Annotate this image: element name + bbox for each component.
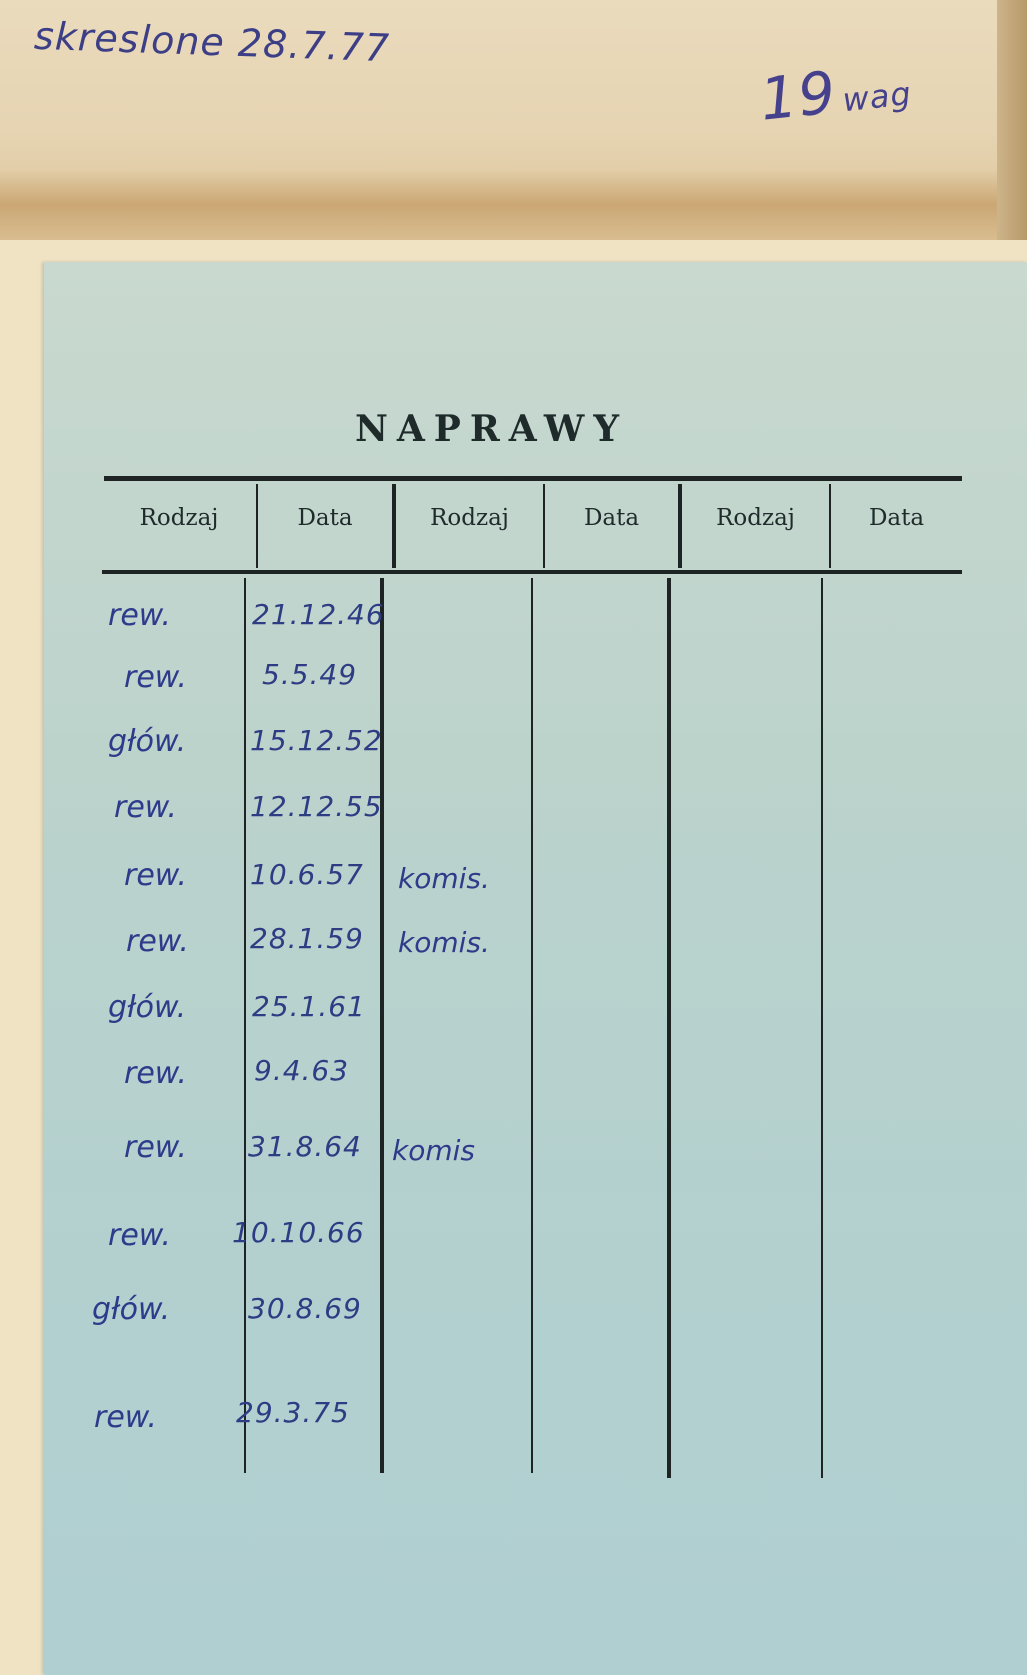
stain-band	[0, 170, 1027, 240]
col-header-rodzaj-1: Rodzaj	[139, 505, 219, 531]
entry-rodzaj: rew.	[126, 924, 189, 959]
entry-rodzaj: rew.	[108, 1218, 171, 1253]
col-header-data-1: Data	[297, 505, 353, 531]
body-sep-5	[821, 578, 823, 1478]
entry-data: 5.5.49	[262, 658, 358, 691]
repair-card	[44, 262, 1027, 1675]
header-top-rule	[104, 476, 962, 481]
col-header-data-2: Data	[583, 505, 640, 531]
entry-rodzaj: głów.	[108, 990, 187, 1025]
handwritten-note-scrapped: skreslone 28.7.77	[33, 13, 391, 71]
envelope-edge	[997, 0, 1027, 240]
entry-data: 21.12.46	[252, 598, 385, 631]
handwritten-number: 19	[756, 58, 840, 134]
entry-rodzaj: rew.	[114, 790, 177, 825]
entry-data: 29.3.75	[236, 1396, 350, 1429]
body-sep-1	[244, 578, 246, 1473]
header-bottom-rule	[102, 570, 962, 574]
entry-rodzaj: głów.	[92, 1292, 171, 1327]
body-sep-3	[531, 578, 533, 1473]
entry-data: 12.12.55	[250, 790, 383, 823]
entry-data: 28.1.59	[250, 922, 364, 955]
col-header-data-3: Data	[868, 505, 925, 531]
entry-data: 10.10.66	[232, 1216, 365, 1249]
entry-rodzaj: rew.	[108, 598, 171, 633]
entry-data: 25.1.61	[252, 990, 366, 1023]
entry-data: 9.4.63	[254, 1054, 350, 1087]
body-sep-2	[380, 578, 384, 1473]
entry-rodzaj: rew.	[124, 1130, 187, 1165]
entry-rodzaj: rew.	[94, 1400, 157, 1435]
entry-rodzaj: rew.	[124, 660, 187, 695]
entry-data: 31.8.64	[248, 1130, 362, 1163]
entry-rodzaj: głów.	[108, 724, 187, 759]
entry-rodzaj: rew.	[124, 858, 187, 893]
entry-data: 30.8.69	[248, 1292, 362, 1325]
col-header-rodzaj-3: Rodzaj	[716, 505, 795, 531]
entry-rodzaj-2: komis.	[398, 926, 490, 959]
body-sep-4	[667, 578, 671, 1478]
card-title: NAPRAWY	[354, 408, 629, 450]
entry-rodzaj-2: komis	[392, 1134, 475, 1167]
col-header-rodzaj-2: Rodzaj	[430, 505, 509, 531]
entry-rodzaj: rew.	[124, 1056, 187, 1091]
entry-data: 15.12.52	[250, 724, 383, 757]
entry-rodzaj-2: komis.	[398, 862, 490, 895]
entry-data: 10.6.57	[250, 858, 364, 891]
handwritten-suffix: wag	[840, 74, 914, 120]
